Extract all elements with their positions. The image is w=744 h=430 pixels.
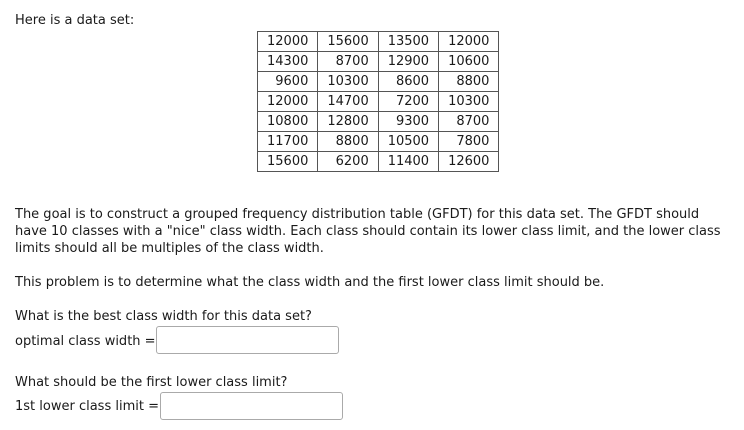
table-cell: 12000 bbox=[258, 92, 318, 112]
table-cell: 9300 bbox=[378, 112, 438, 132]
table-cell: 10300 bbox=[439, 92, 499, 112]
table-cell: 15600 bbox=[318, 32, 378, 52]
table-cell: 10300 bbox=[318, 72, 378, 92]
table-row bbox=[258, 52, 499, 72]
class-width-input[interactable] bbox=[156, 326, 339, 354]
table-row bbox=[258, 32, 499, 52]
table-cell: 12900 bbox=[378, 52, 438, 72]
table-cell: 9600 bbox=[258, 72, 318, 92]
table-cell: 10500 bbox=[378, 132, 438, 152]
table-cell: 7800 bbox=[439, 132, 499, 152]
table-cell: 15600 bbox=[258, 152, 318, 172]
table-cell: 12000 bbox=[439, 32, 499, 52]
table-row bbox=[258, 92, 499, 112]
table-cell: 8800 bbox=[439, 72, 499, 92]
table-row bbox=[258, 112, 499, 132]
table-cell: 14700 bbox=[318, 92, 378, 112]
instructions-paragraph: The goal is to construct a grouped frequency distribution table (GFDT) for this data set. The GFDT should have 10 classes with a "nice" class width. Each class should contain its lower class limit, and the lower class limits should all be multiples of the class width. bbox=[15, 207, 721, 256]
table-cell: 14300 bbox=[258, 52, 318, 72]
lower-limit-input[interactable] bbox=[160, 392, 343, 420]
problem-statement: This problem is to determine what the class width and the first lower class limit should be. bbox=[15, 275, 605, 290]
table-cell: 10800 bbox=[258, 112, 318, 132]
table-cell: 11400 bbox=[378, 152, 438, 172]
table-cell: 10600 bbox=[439, 52, 499, 72]
table-cell: 12600 bbox=[439, 152, 499, 172]
data-set-table-body bbox=[258, 32, 499, 172]
table-cell: 8600 bbox=[378, 72, 438, 92]
table-cell: 8800 bbox=[318, 132, 378, 152]
intro-text: Here is a data set: bbox=[15, 13, 135, 28]
class-width-label: optimal class width = bbox=[15, 334, 156, 349]
table-cell: 11700 bbox=[258, 132, 318, 152]
table-cell: 8700 bbox=[439, 112, 499, 132]
table-cell: 8700 bbox=[318, 52, 378, 72]
table-row bbox=[258, 152, 499, 172]
table-cell: 12000 bbox=[258, 32, 318, 52]
table-cell: 6200 bbox=[318, 152, 378, 172]
table-cell: 13500 bbox=[378, 32, 438, 52]
table-row bbox=[258, 132, 499, 152]
table-cell: 12800 bbox=[318, 112, 378, 132]
class-width-question: What is the best class width for this data set? bbox=[15, 309, 312, 324]
data-set-table bbox=[257, 31, 499, 172]
lower-limit-label: 1st lower class limit = bbox=[15, 399, 159, 414]
table-cell: 7200 bbox=[378, 92, 438, 112]
lower-limit-question: What should be the first lower class limit? bbox=[15, 375, 288, 390]
table-row bbox=[258, 72, 499, 92]
